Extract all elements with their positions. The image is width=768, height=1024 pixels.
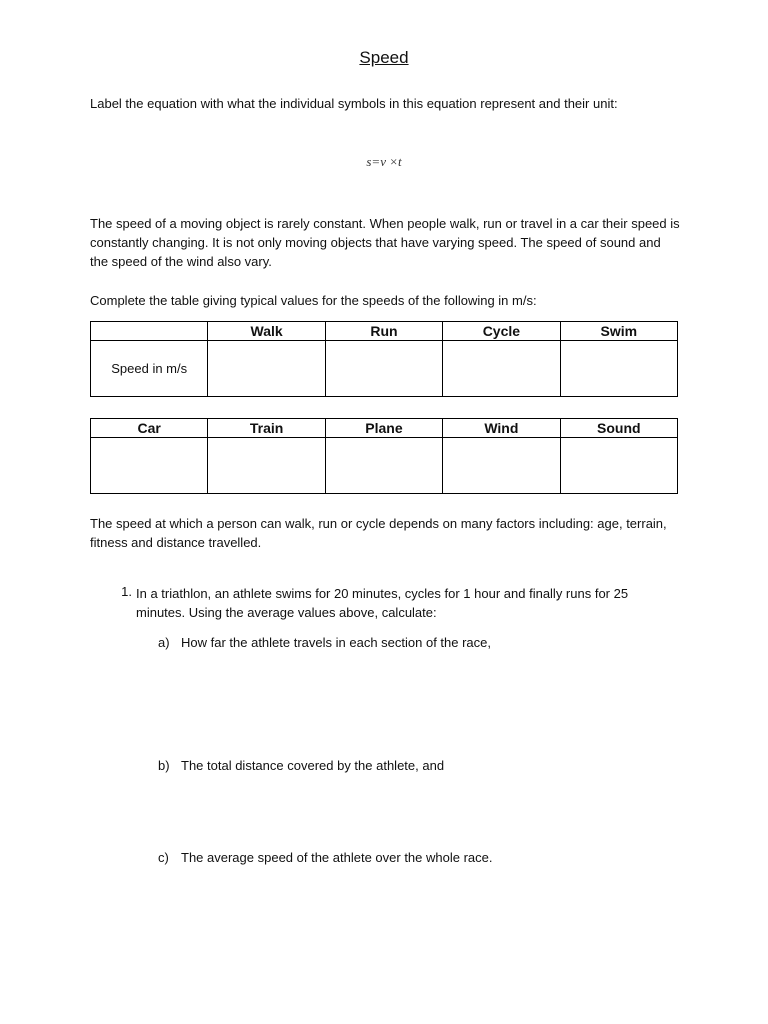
header-car: Car <box>91 419 208 438</box>
part-b-letter: b) <box>158 758 170 773</box>
header-swim: Swim <box>560 322 677 341</box>
question-text: In a triathlon, an athlete swims for 20 minutes, cycles for 1 hour and finally runs for 25 minutes. Using the average values above, calculate: <box>136 586 629 620</box>
header-sound: Sound <box>560 419 677 438</box>
answer-cell-car[interactable] <box>91 438 208 494</box>
speed-equation: s=v ×t <box>366 154 402 169</box>
table-corner-cell <box>91 322 208 341</box>
header-train: Train <box>208 419 325 438</box>
answer-cell-wind[interactable] <box>443 438 560 494</box>
answer-cell-walk[interactable] <box>208 341 325 397</box>
answer-cell-swim[interactable] <box>560 341 677 397</box>
answer-cell-plane[interactable] <box>325 438 442 494</box>
answer-cell-cycle[interactable] <box>443 341 560 397</box>
table-instruction: Complete the table giving typical values for the speeds of the following in m/s: <box>90 293 537 308</box>
part-c-text: The average speed of the athlete over the whole race. <box>181 850 493 865</box>
answer-cell-sound[interactable] <box>560 438 677 494</box>
speed-table-2 <box>90 418 678 494</box>
answer-cell-train[interactable] <box>208 438 325 494</box>
speed-table-1 <box>90 321 678 397</box>
header-plane: Plane <box>325 419 442 438</box>
part-b-text: The total distance covered by the athlete, and <box>181 758 445 773</box>
header-walk: Walk <box>208 322 325 341</box>
header-wind: Wind <box>443 419 560 438</box>
part-a-letter: a) <box>158 635 170 650</box>
header-run: Run <box>325 322 442 341</box>
header-cycle: Cycle <box>443 322 560 341</box>
row-label-speed: Speed in m/s <box>91 341 208 397</box>
factors-paragraph: The speed at which a person can walk, run or cycle depends on many factors including: age, terrain, fitness and distance travelled. <box>90 516 667 550</box>
page-title: Speed <box>359 48 409 67</box>
part-a-text: How far the athlete travels in each section of the race, <box>181 635 492 650</box>
intro-instruction: Label the equation with what the individual symbols in this equation represent and their unit: <box>90 96 618 111</box>
question-number: 1. <box>121 584 132 599</box>
speed-paragraph: The speed of a moving object is rarely constant. When people walk, run or travel in a car their speed is constantly changing. It is not only moving objects that have varying speed. The speed of sound and the speed of the wind also vary. <box>90 216 680 269</box>
part-c-letter: c) <box>158 850 169 865</box>
answer-cell-run[interactable] <box>325 341 442 397</box>
